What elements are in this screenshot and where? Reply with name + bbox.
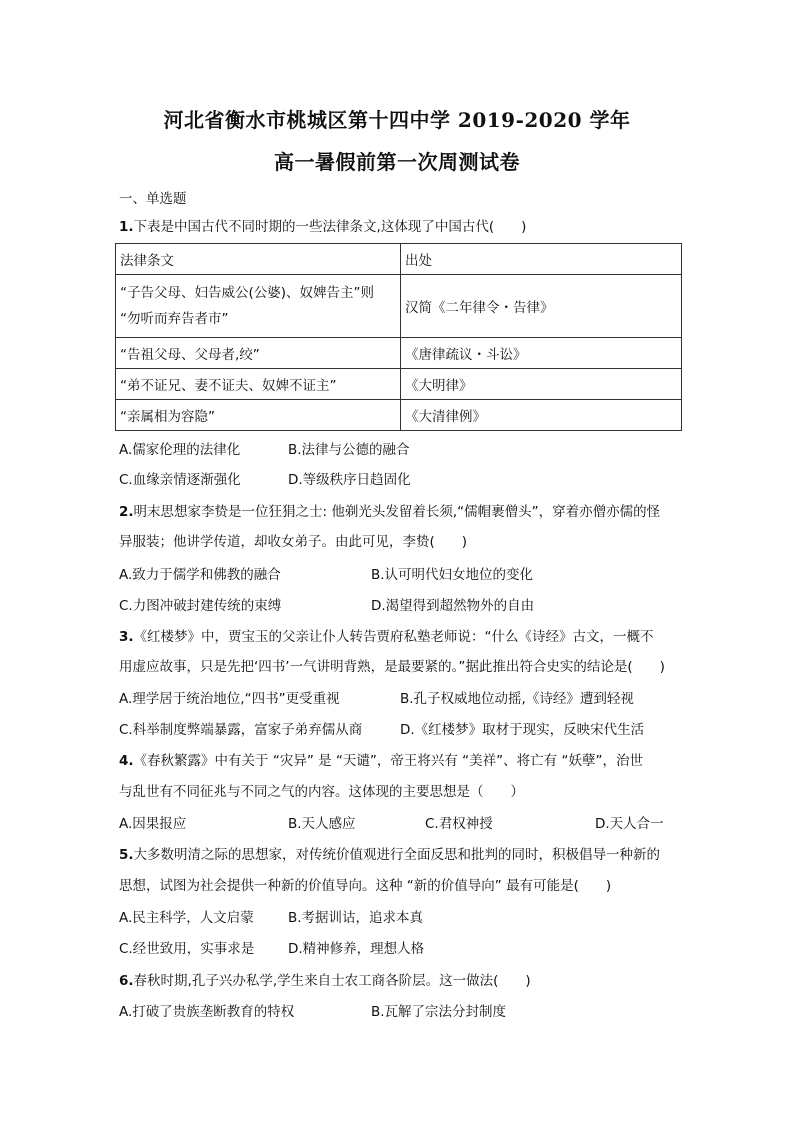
question-text: 大多数明清之际的思想家，对传统价值观进行全面反思和批判的同时，积极倡导一种新的	[133, 847, 661, 863]
question-6-stem	[119, 972, 531, 990]
option-b: B.考据训诂，追求本真	[288, 910, 424, 926]
table-row	[116, 369, 682, 400]
option-c: C.经世致用，实事求是	[119, 941, 255, 957]
table-cell-law: “亲属相为容隐”	[116, 400, 401, 431]
option-a: A.因果报应	[119, 816, 187, 832]
law-text-line: “子告父母、妇告威公(公婆)、奴婢告主”则	[120, 285, 375, 301]
option-c: C.血缘亲情逐渐强化	[119, 472, 241, 488]
question-text: 春秋时期,孔子兴办私学,学生来自士农工商各阶层。这一做法( )	[133, 973, 531, 989]
option-a: A.打破了贵族垄断教育的特权	[119, 1004, 295, 1020]
table-cell-law: “弟不证兄、妻不证夫、奴婢不证主”	[116, 369, 401, 400]
question-2-stem-cont: 异服装；他讲学传道，却收女弟子。由此可见，李贽( )	[119, 534, 468, 550]
exam-title-line1: 河北省衡水市桃城区第十四中学 2019-2020 学年	[163, 108, 631, 132]
table-cell-source: 《大清律例》	[401, 400, 682, 431]
table-row	[116, 338, 682, 369]
option-d: D.渴望得到超然物外的自由	[371, 598, 535, 614]
option-d: D.天人合一	[595, 816, 664, 832]
option-d: D.《红楼梦》取材于现实，反映宋代生活	[400, 722, 645, 738]
option-a: A.儒家伦理的法律化	[119, 442, 241, 458]
option-c: C.力图冲破封建传统的束缚	[119, 598, 282, 614]
option-b: B.天人感应	[288, 816, 356, 832]
question-text: 下表是中国古代不同时期的一些法律条文,这体现了中国古代( )	[133, 219, 527, 235]
option-b: B.孔子权威地位动摇,《诗经》遭到轻视	[400, 691, 634, 707]
question-number: 3.	[119, 629, 134, 645]
law-table	[115, 243, 682, 431]
option-d: D.精神修养，理想人格	[288, 941, 425, 957]
section-heading: 一、单选题	[119, 191, 187, 207]
question-number: 1.	[119, 219, 134, 235]
question-number: 2.	[119, 504, 134, 520]
table-cell-source: 汉简《二年律令・告律》	[401, 275, 682, 338]
option-b: B.法律与公德的融合	[288, 442, 410, 458]
table-cell-law: “告祖父母、父母者,绞”	[116, 338, 401, 369]
table-cell-source: 《唐律疏议・斗讼》	[401, 338, 682, 369]
question-number: 4.	[119, 753, 134, 769]
table-cell-source: 《大明律》	[401, 369, 682, 400]
option-a: A.民主科学，人文启蒙	[119, 910, 254, 926]
option-c: C.科举制度弊端暴露，富家子弟弃儒从商	[119, 722, 363, 738]
question-number: 5.	[119, 847, 134, 863]
table-row	[116, 275, 682, 338]
option-a: A.致力于儒学和佛教的融合	[119, 567, 281, 583]
question-3-stem	[119, 628, 654, 646]
exam-title-line2: 高一暑假前第一次周测试卷	[274, 150, 520, 174]
question-text: 《春秋繁露》中有关于 “灾异” 是 “天谴”，帝王将兴有 “美祥”、将亡有 “妖孽”，治世	[133, 753, 643, 769]
question-5-stem-cont: 思想，试图为社会提供一种新的价值导向。这种 “新的价值导向” 最有可能是( )	[119, 878, 612, 894]
option-b: B.认可明代妇女地位的变化	[371, 567, 534, 583]
table-cell-law	[116, 275, 401, 338]
question-3-stem-cont: 用虚应故事，只是先把‘四书’一气讲明背熟，是最要紧的。”据此推出符合史实的结论是( )	[119, 659, 665, 675]
question-4-stem	[119, 752, 643, 770]
question-5-stem	[119, 846, 660, 864]
option-c: C.君权神授	[425, 816, 493, 832]
question-text: 明末思想家李贽是一位狂狷之士: 他剃光头发留着长须,“儒帽裹僧头”，穿着亦僧亦儒的怪	[133, 504, 661, 520]
table-header-cell: 出处	[401, 244, 682, 275]
option-b: B.瓦解了宗法分封制度	[371, 1004, 507, 1020]
law-text-line: “勿听而弃告者市”	[120, 311, 229, 327]
option-d: D.等级秩序日趋固化	[288, 472, 411, 488]
table-header-cell: 法律条文	[116, 244, 401, 275]
question-number: 6.	[119, 973, 134, 989]
table-row	[116, 400, 682, 431]
question-text: 《红楼梦》中，贾宝玉的父亲让仆人转告贾府私塾老师说：“什么《诗经》古文，一概不	[133, 629, 654, 645]
question-1-stem	[119, 218, 526, 236]
table-header-row	[116, 244, 682, 275]
question-2-stem	[119, 503, 660, 521]
option-a: A.理学居于统治地位,“四书”更受重视	[119, 691, 340, 707]
question-4-stem-cont: 与乱世有不同征兆与不同之气的内容。这体现的主要思想是（ ）	[119, 784, 524, 800]
